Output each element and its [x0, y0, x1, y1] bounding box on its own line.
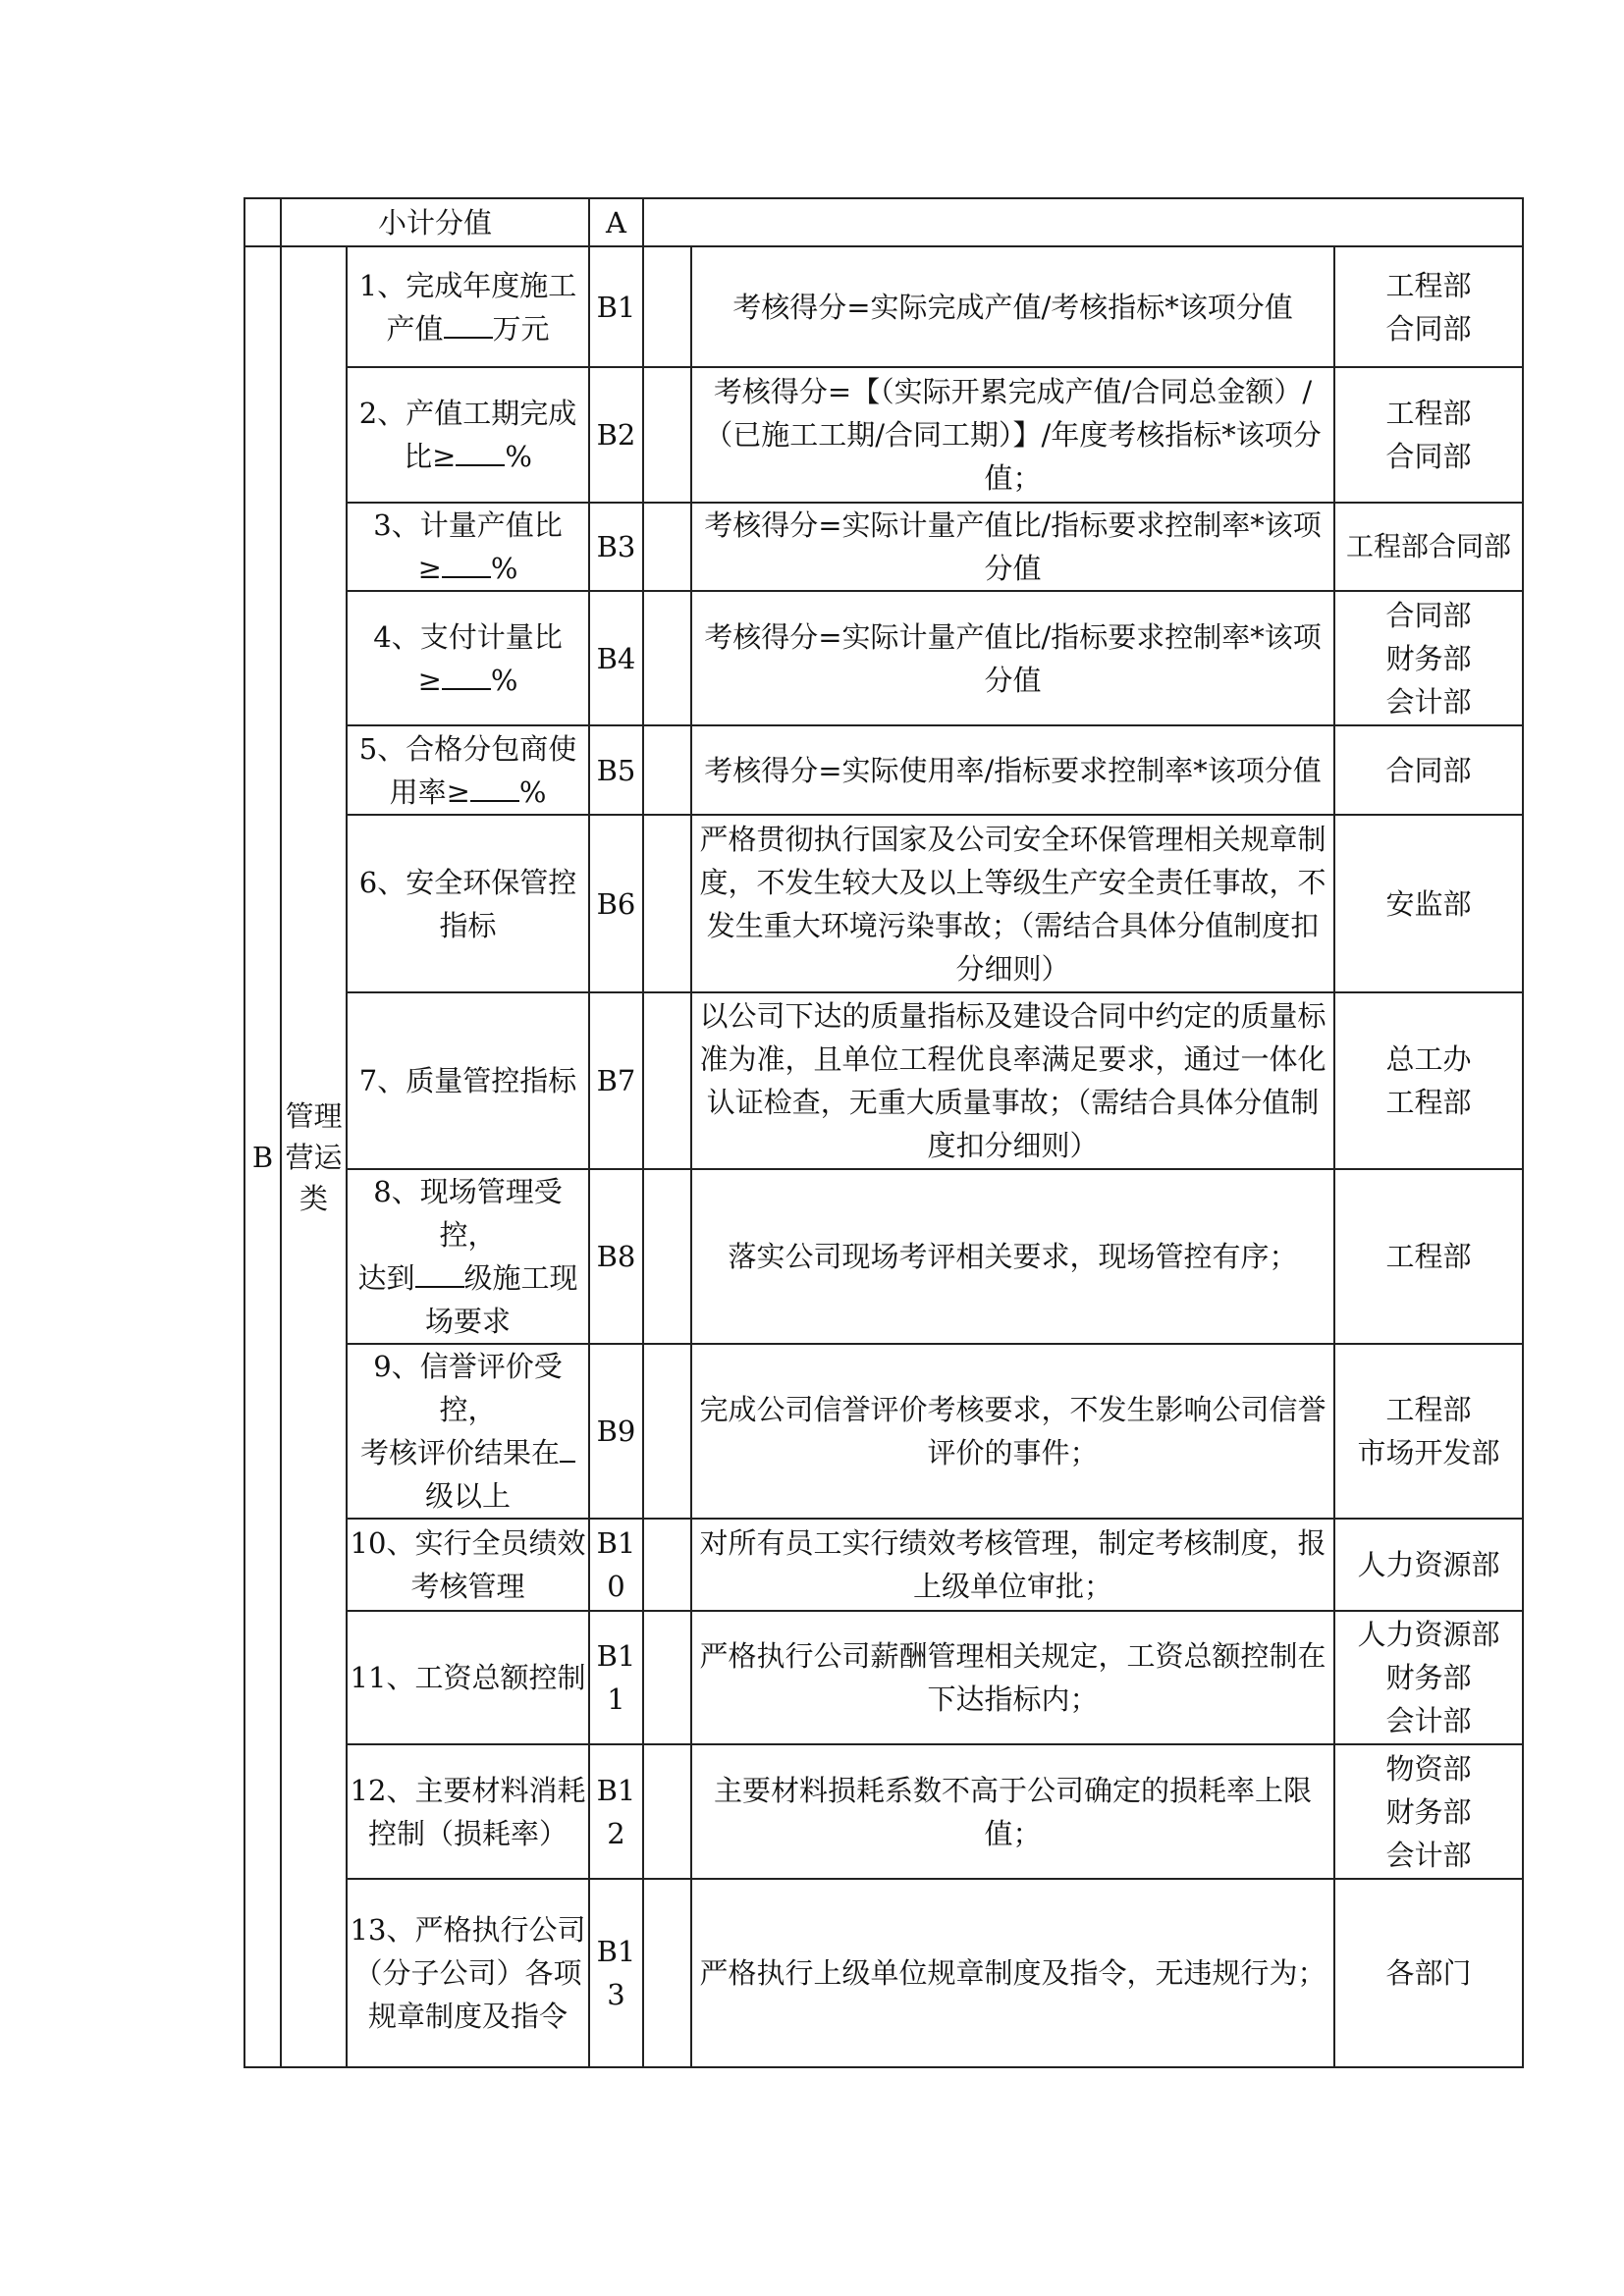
table-row [244, 992, 1523, 1169]
table-row [244, 1611, 1523, 1744]
subtotal-label: 小计分值 [281, 198, 589, 246]
dept-cell: 各部门 [1334, 1879, 1523, 2067]
item-line: 产值 万元 [350, 307, 586, 350]
item-code: B11 [589, 1611, 643, 1744]
formula-cell: 对所有员工实行绩效考核管理，制定考核制度，报上级单位审批； [691, 1519, 1334, 1611]
blank-cell [643, 1611, 691, 1744]
item-code: B5 [589, 725, 643, 815]
blank-cell [643, 815, 691, 992]
formula-cell: 主要材料损耗系数不高于公司确定的损耗率上限值； [691, 1744, 1334, 1879]
dept-cell: 安监部 [1334, 815, 1523, 992]
fill-blank [456, 436, 505, 466]
blank-cell [643, 1879, 691, 2067]
section-category [281, 246, 347, 2067]
formula-cell: 严格贯彻执行国家及公司安全环保管理相关规章制度，不发生较大及以上等级生产安全责任事故，不发生重大环境污染事故；（需结合具体分值制度扣分细则） [691, 815, 1334, 992]
section-category-text: 管理营运类 [285, 1098, 343, 1215]
formula-cell: 以公司下达的质量指标及建设合同中约定的质量标准为准，且单位工程优良率满足要求，通过一体化认证检查，无重大质量事故；（需结合具体分值制度扣分细则） [691, 992, 1334, 1169]
blank-cell [643, 1519, 691, 1611]
table-row [244, 1879, 1523, 2067]
item-cell: 2、产值工期完成 比≥ % [347, 367, 589, 503]
table-row [244, 815, 1523, 992]
fill-blank [442, 660, 491, 690]
blank-cell [643, 246, 691, 367]
formula-cell: 严格执行上级单位规章制度及指令，无违规行为； [691, 1879, 1334, 2067]
subtotal-code: A [589, 198, 643, 246]
item-cell: 5、合格分包商使 用率≥ % [347, 725, 589, 815]
item-code: B2 [589, 367, 643, 503]
formula-cell: 考核得分=【（实际开累完成产值/合同总金额）/（已施工工期/合同工期）】/年度考核指标*该项分值； [691, 367, 1334, 503]
subtotal-row [244, 198, 1523, 246]
dept-cell: 总工办 工程部 [1334, 992, 1523, 1169]
assessment-table [244, 197, 1524, 2068]
formula-cell: 完成公司信誉评价考核要求，不发生影响公司信誉评价的事件； [691, 1344, 1334, 1519]
item-cell: 4、支付计量比 ≥ % [347, 591, 589, 725]
dept-cell: 工程部 市场开发部 [1334, 1344, 1523, 1519]
blank-cell [643, 1169, 691, 1344]
item-cell: 13、严格执行公司 （分子公司）各项 规章制度及指令 [347, 1879, 589, 2067]
item-cell: 8、现场管理受控， 达到 级施工现 场要求 [347, 1169, 589, 1344]
table-row [244, 1519, 1523, 1611]
item-code: B12 [589, 1744, 643, 1879]
table-row [244, 246, 1523, 367]
dept-cell: 人力资源部 财务部 会计部 [1334, 1611, 1523, 1744]
fill-blank [442, 548, 491, 578]
table-row [244, 1344, 1523, 1519]
item-code: B7 [589, 992, 643, 1169]
blank-cell [643, 992, 691, 1169]
item-cell: 11、工资总额控制 [347, 1611, 589, 1744]
dept-cell: 工程部 [1334, 1169, 1523, 1344]
item-code: B4 [589, 591, 643, 725]
blank-cell [643, 1744, 691, 1879]
blank-cell [643, 725, 691, 815]
item-code: B8 [589, 1169, 643, 1344]
item-cell: 6、安全环保管控 指标 [347, 815, 589, 992]
formula-cell: 考核得分=实际计量产值比/指标要求控制率*该项分值 [691, 591, 1334, 725]
formula-cell: 落实公司现场考评相关要求，现场管控有序； [691, 1169, 1334, 1344]
item-code: B13 [589, 1879, 643, 2067]
table-row [244, 367, 1523, 503]
blank-cell [643, 367, 691, 503]
blank-cell [643, 591, 691, 725]
dept-cell: 合同部 财务部 会计部 [1334, 591, 1523, 725]
table-row [244, 503, 1523, 591]
dept-cell: 工程部 合同部 [1334, 367, 1523, 503]
fill-blank [415, 1257, 464, 1288]
item-cell: 12、主要材料消耗 控制（损耗率） [347, 1744, 589, 1879]
fill-blank [560, 1432, 575, 1463]
item-code: B6 [589, 815, 643, 992]
formula-cell: 考核得分=实际计量产值比/指标要求控制率*该项分值 [691, 503, 1334, 591]
table-row [244, 1169, 1523, 1344]
blank-cell [244, 198, 281, 246]
section-code: B [244, 246, 281, 2067]
formula-cell: 考核得分=实际使用率/指标要求控制率*该项分值 [691, 725, 1334, 815]
dept-cell: 物资部 财务部 会计部 [1334, 1744, 1523, 1879]
item-line: 1、完成年度施工 [358, 268, 577, 302]
fill-blank [444, 308, 493, 339]
table-row [244, 1744, 1523, 1879]
table-row [244, 591, 1523, 725]
dept-cell: 合同部 [1334, 725, 1523, 815]
table-row [244, 725, 1523, 815]
item-code: B10 [589, 1519, 643, 1611]
item-cell [347, 246, 589, 367]
formula-cell: 考核得分=实际完成产值/考核指标*该项分值 [691, 246, 1334, 367]
blank-cell [643, 198, 1523, 246]
item-cell: 3、计量产值比 ≥ % [347, 503, 589, 591]
item-code: B9 [589, 1344, 643, 1519]
fill-blank [470, 772, 519, 802]
dept-cell: 工程部合同部 [1334, 503, 1523, 591]
item-cell: 10、实行全员绩效 考核管理 [347, 1519, 589, 1611]
item-cell: 9、信誉评价受控， 考核评价结果在 级以上 [347, 1344, 589, 1519]
formula-cell: 严格执行公司薪酬管理相关规定，工资总额控制在下达指标内； [691, 1611, 1334, 1744]
blank-cell [643, 503, 691, 591]
item-code: B3 [589, 503, 643, 591]
item-code: B1 [589, 246, 643, 367]
item-cell: 7、质量管控指标 [347, 992, 589, 1169]
dept-cell: 工程部 合同部 [1334, 246, 1523, 367]
dept-cell: 人力资源部 [1334, 1519, 1523, 1611]
blank-cell [643, 1344, 691, 1519]
